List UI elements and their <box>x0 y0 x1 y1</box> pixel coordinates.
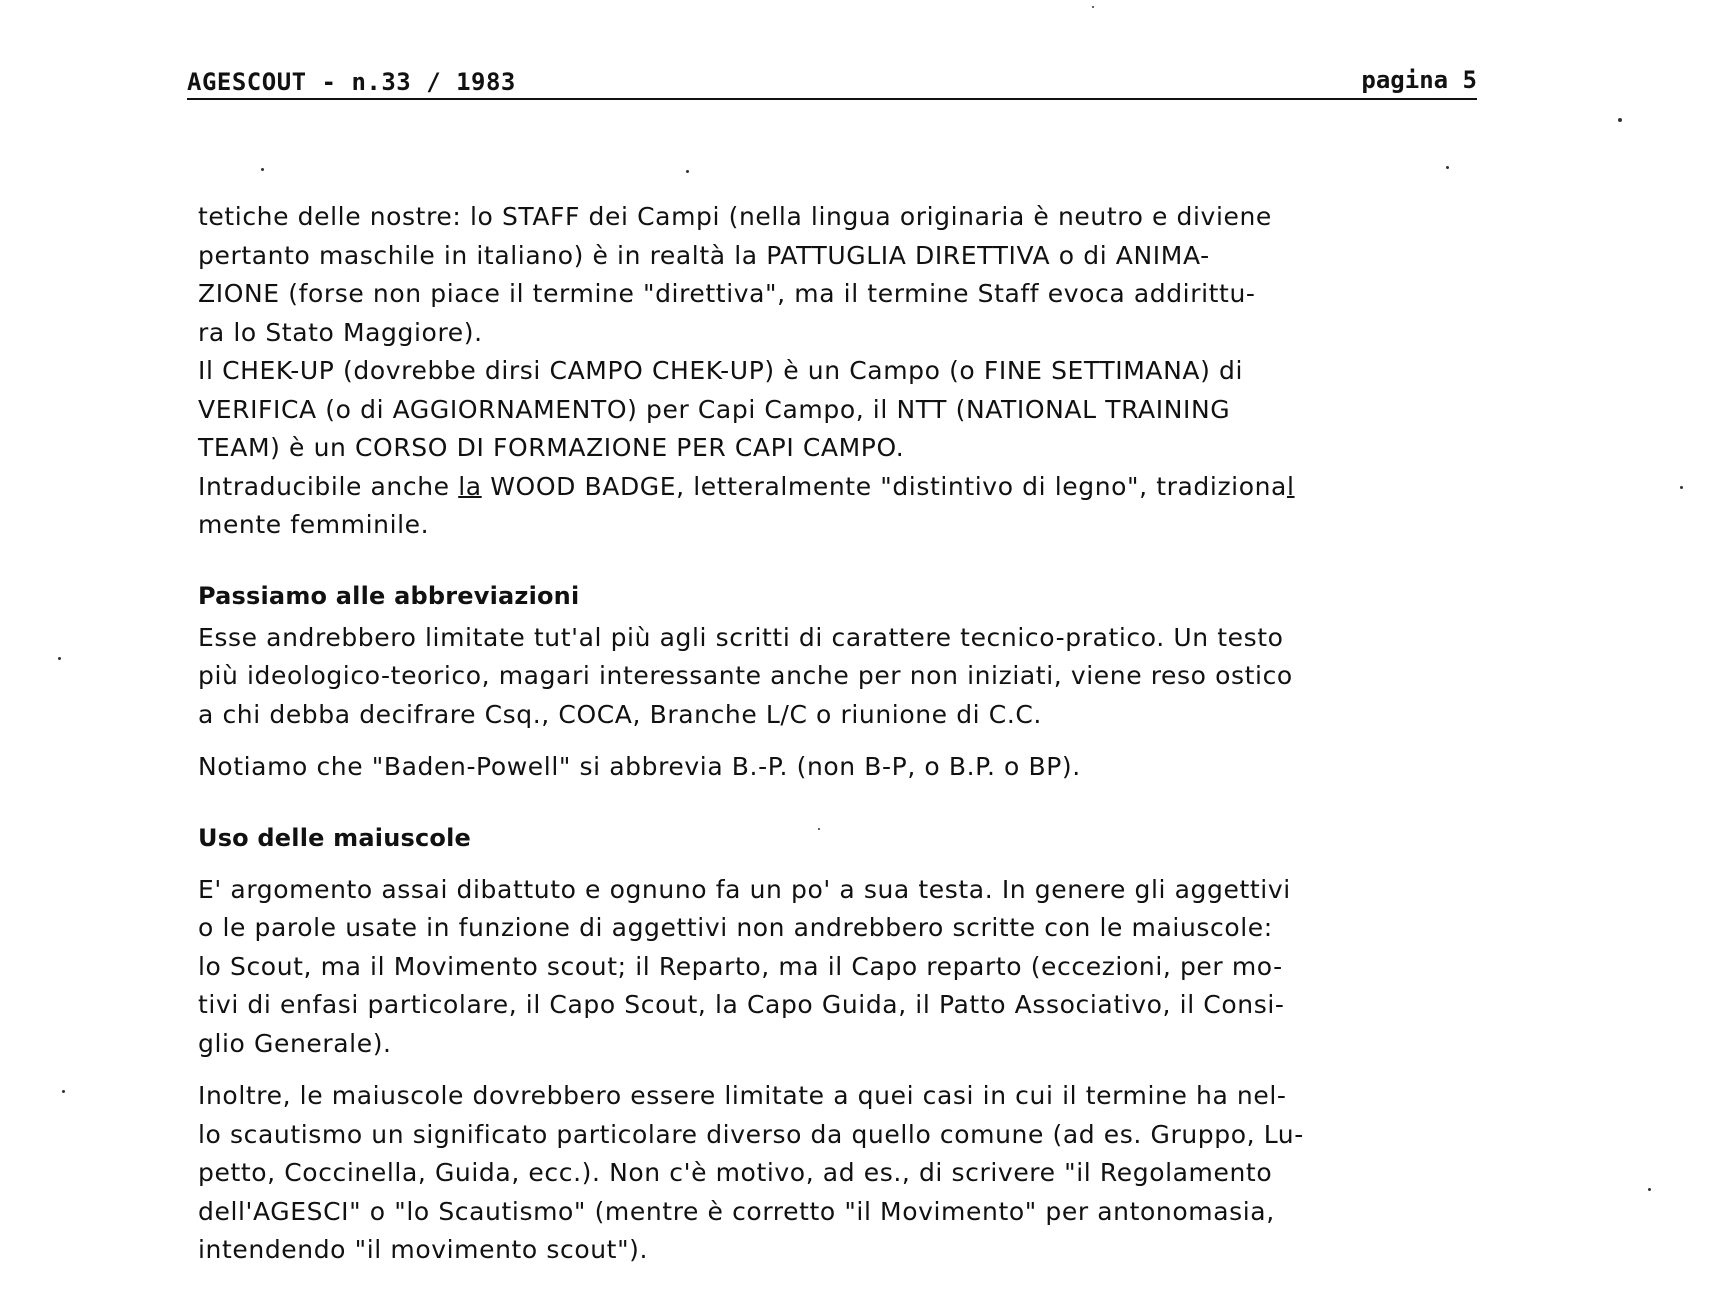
text-line: ra lo Stato Maggiore). <box>198 317 483 347</box>
section-heading: Passiamo alle abbreviazioni <box>198 581 580 610</box>
paragraph-staff <box>198 198 1538 352</box>
text-line: dell'AGESCI" o "lo Scautismo" (mentre è corretto "il Movimento" per antonomasia, <box>198 1196 1275 1226</box>
text-line: mente femminile. <box>198 510 430 539</box>
scan-speck <box>1618 118 1622 122</box>
publication-title: AGESCOUT - n.33 / 1983 <box>187 68 516 96</box>
text-line: pertanto maschile in italiano) è in realtà la PATTUGLIA DIRETTIVA o di ANIMA- <box>198 240 1210 270</box>
text-line: ZIONE (forse non piace il termine "direttiva", ma il termine Staff evoca addirittu- <box>198 279 1256 308</box>
scan-speck <box>1446 166 1449 169</box>
text-line: petto, Coccinella, Guida, ecc.). Non c'è motivo, ad es., di scrivere "il Regolamento <box>198 1158 1273 1187</box>
section-heading: Uso delle maiuscole <box>198 823 471 852</box>
text-line: lo Scout, ma il Movimento scout; il Reparto, ma il Capo reparto (eccezioni, per mo- <box>198 951 1283 981</box>
text-line: Il CHEK-UP (dovrebbe dirsi CAMPO CHEK-UP) è un Campo (o FINE SETTIMANA) di <box>198 356 1243 385</box>
paragraph-wood-badge <box>198 468 1538 545</box>
text-line: lo scautismo un significato particolare diverso da quello comune (ad es. Gruppo, Lu- <box>198 1119 1304 1149</box>
scan-speck <box>1092 6 1094 8</box>
text-line: tivi di enfasi particolare, il Capo Scout, la Capo Guida, il Patto Associativo, il Consi- <box>198 990 1285 1019</box>
text-line: Notiamo che "Baden-Powell" si abbrevia B.-P. (non B-P, o B.P. o BP). <box>198 752 1081 781</box>
text-line: o le parole usate in funzione di aggettivi non andrebbero scritte con le maiuscole: <box>198 913 1273 942</box>
paragraph-chek-up <box>198 352 1538 468</box>
text-line: Inoltre, le maiuscole dovrebbero essere limitate a quei casi in cui il termine ha nel- <box>198 1081 1287 1110</box>
body-text <box>198 198 1538 1270</box>
underlined-letter: l <box>1286 471 1295 501</box>
text-line: Esse andrebbero limitate tut'al più agli scritti di carattere tecnico-pratico. Un testo <box>198 622 1284 652</box>
text-line: intendendo "il movimento scout"). <box>198 1235 649 1264</box>
text-line: più ideologico-teorico, magari interessante anche per non iniziati, viene reso ostico <box>198 661 1293 690</box>
section-maiuscole <box>198 819 1538 1270</box>
section-abbreviazioni <box>198 577 1538 787</box>
running-header <box>187 60 1477 100</box>
scan-speck <box>1648 1188 1651 1191</box>
text-line: glio Generale). <box>198 1028 392 1058</box>
text-line: VERIFICA (o di AGGIORNAMENTO) per Capi Campo, il NTT (NATIONAL TRAINING <box>198 394 1231 424</box>
scan-speck <box>62 1090 65 1093</box>
scan-speck <box>686 170 689 173</box>
text-line <box>198 468 1538 507</box>
text-line: tetiche delle nostre: lo STAFF dei Campi (nella lingua originaria è neutro e diviene <box>198 202 1272 231</box>
scan-speck <box>58 657 61 660</box>
text-run: Intraducibile anche <box>198 471 459 501</box>
scan-speck <box>261 168 264 171</box>
scan-speck <box>1680 486 1683 489</box>
scan-speck <box>818 828 820 830</box>
underlined-word: la <box>458 471 482 501</box>
text-line: TEAM) è un CORSO DI FORMAZIONE PER CAPI CAMPO. <box>198 433 905 462</box>
page-number: pagina 5 <box>1361 66 1477 94</box>
text-line: E' argomento assai dibattuto e ognuno fa un po' a sua testa. In genere gli aggettivi <box>198 874 1291 904</box>
text-line: a chi debba decifrare Csq., COCA, Branche L/C o riunione di C.C. <box>198 699 1042 729</box>
text-run: WOOD BADGE, letteralmente "distintivo di legno", tradiziona <box>481 471 1287 501</box>
